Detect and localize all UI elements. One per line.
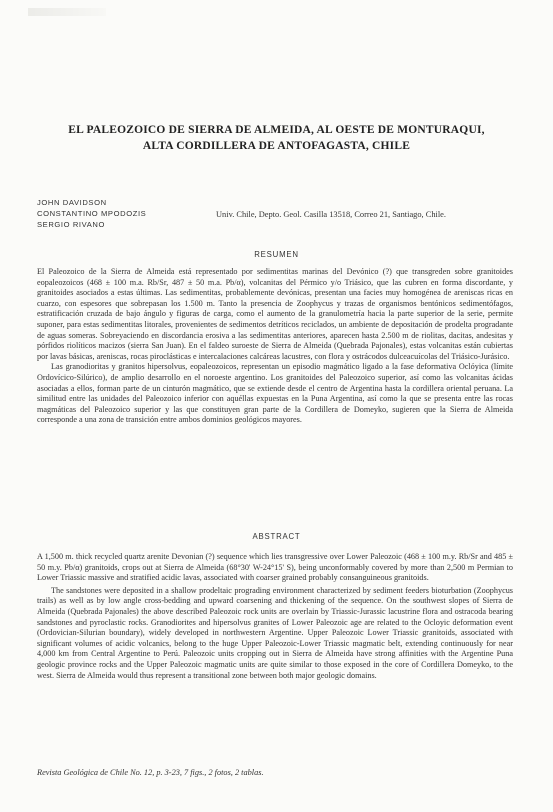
abstract-heading: ABSTRACT [252,532,301,541]
author-name: JOHN DAVIDSON [37,198,107,207]
journal-citation: Revista Geológica de Chile No. 12, p. 3-23, 7 figs., 2 fotos, 2 tablas. [37,768,264,777]
paper-title-line-2: ALTA CORDILLERA DE ANTOFAGASTA, CHILE [142,140,411,152]
author-name: SERGIO RIVANO [37,220,105,229]
author-name: CONSTANTINO MPODOZIS [37,209,147,218]
author-list [37,197,146,230]
abstract-body [37,552,513,683]
author-affiliation: Univ. Chile, Depto. Geol. Casilla 13518, Correo 21, Santiago, Chile. [216,210,446,219]
resumen-body [37,267,513,426]
abstract-paragraph: A 1,500 m. thick recycled quartz arenite Devonian (?) sequence which lies transgressive over Lower Paleozoic (468 ± 100 m.y. Rb/Sr and 485 ± 50 m.y. Pb/α) granitoids, crops out at Sierra de Almeida (68°30' W-24°15' S), being unconformably covered by more than 2,500 m Permian to Lower Triassic massive and stratified acidic lavas, associated with coarser grained probably consanguineous granitoids. [37,552,513,583]
resumen-paragraph: Las granodioritas y granitos hipersolvus, eopaleozoicos, representan un episodio magmático ligado a la fase deformativa Oclóyica (límite Ordovícico-Silúrico), de amplio desarrollo en el noroeste argentino. Los granitoides del Paleozoico superior, así como las volcanitas ácidas asociadas a ellos, forman parte de un cinturón magmático, que se extiende desde el centro de Argentina hasta la cordillera oriental peruana. La similitud entre las unidades del Paleozoico inferior con aquéllas expuestas en la Puna Argentina, así como la que se presenta entre las rocas magmáticas del Paleozoico superior y las que constituyen gran parte de la Cordillera de Domeyko, sugieren que la Sierra de Almeida corresponde a una zona de transición entre ambos dominios geológicos mayores. [37,362,513,425]
paper-title-line-1: EL PALEOZOICO DE SIERRA DE ALMEIDA, AL OESTE DE MONTURAQUI, [68,124,485,136]
resumen-heading: RESUMEN [254,250,299,259]
resumen-paragraph: El Paleozoico de la Sierra de Almeida está representado por sedimentitas marinas del Devónico (?) que transgreden sobre granitoides eopaleozoicos (468 ± 100 m.a. Rb/Sr, 487 ± 50 m.a. Pb/α), volcanitas del Pérmico y/o Triásico, que las cubren en forma discordante, y granitoides asociados a estas últimas. Las sedimentitas, probablemente devónicas, presentan una facies muy homogénea de areniscas ricas en cuarzo, con espesores que sobrepasan los 1.500 m. Tanto la presencia de Zoophycus y trazas de organismos bentónicos sedimentófagos, estratificación cruzada de bajo ángulo y figuras de carga, como el aumento de la granulometría hacia la parte superior de la serie, permite suponer, para estas sedimentitas litorales, provenientes de sedimentos detríticos reciclados, un ambiente de depositación de prodelta progradante de aguas someras. Sobreyaciendo en discordancia erosiva a las sedimentitas anteriores, aparecen hasta 2.500 m de riolitas, dacitas, andesitas y pórfidos riolíticos macizos (sierra San Juan). En el faldeo suroeste de Sierra de Almeida (Quebrada Pajonales), estas volcanitas están cubiertas por lavas básicas, areniscas, rocas piroclásticas e intercalaciones calcáreas lacustres, con flora y ostrácodos dulceacuícolas del Triásico-Jurásico. [37,267,513,361]
scan-artifact [28,8,106,16]
abstract-paragraph: The sandstones were deposited in a shallow prodeltaic prograding environment characterized by sediment feeders bioturbation (Zoophycus trails) as well as by low angle cross-bedding and upward coarsening and thickening of the sequence. On the southwest slopes of Sierra de Almeida (Quebrada Pajonales) the above described Paleozoic rock units are overlain by Triassic-Jurassic lacustrine flora and ostracoda bearing sandstones and pyroclastic rocks. Granodiorites and hipersolvus granites of Lower Paleozoic age are related to the Ocloyic deformation event (Ordovician-Silurian boundary), widely developed in northwestern Argentine. Upper Paleozoic Lower Triassic granitoids, associated with significant volumes of acidic volcanics, belong to the huge Upper Paleozoic-Lower Triassic magmatic belt, extending continuously for near 4,000 km from Central Argentine to Perú. Paleozoic units cropping out in Sierra de Almeida have strong affinities with the Argentine Puna geologic province rocks and the Upper Paleozoic magmatic units are quite similar to those exposed in the core of Cordillera Domeyko, to the west. Sierra de Almeida would thus represent a transitional zone between both major geologic domains. [37,585,513,680]
